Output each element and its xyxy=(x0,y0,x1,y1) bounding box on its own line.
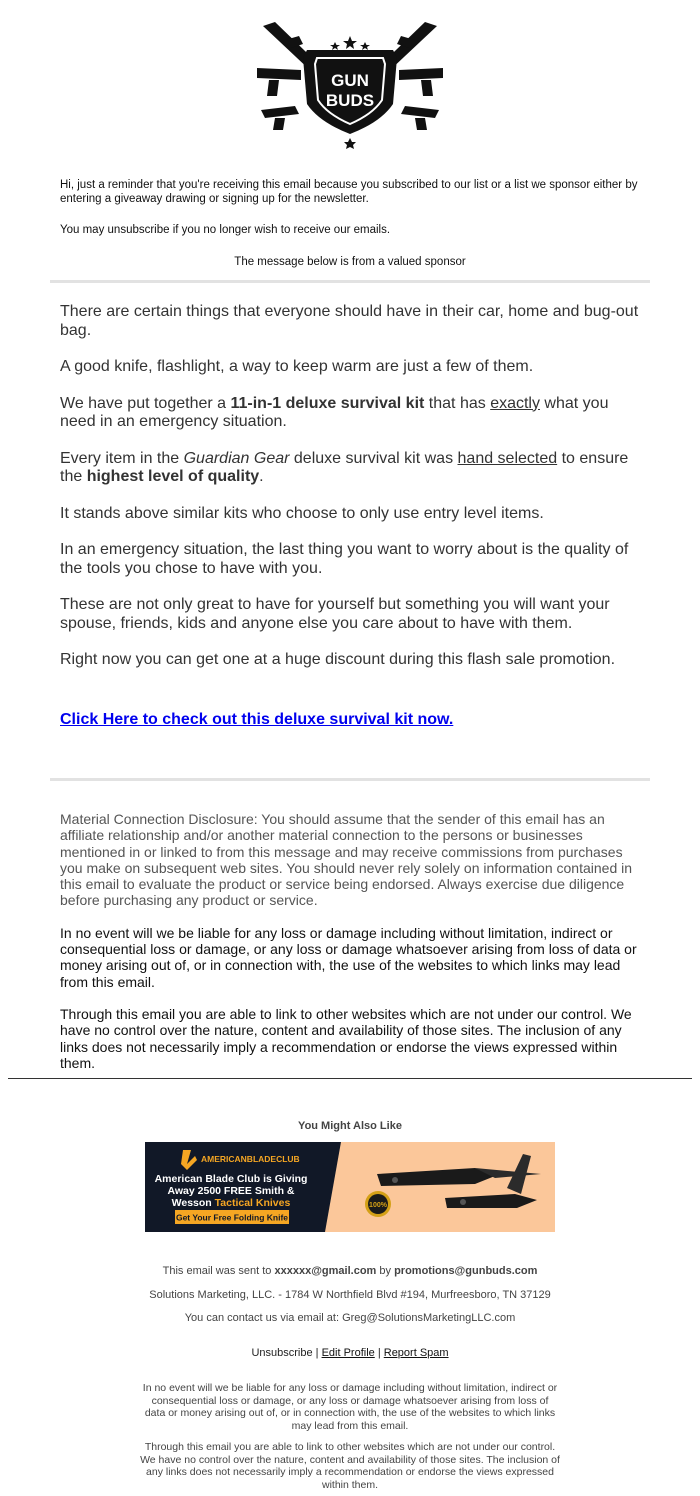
banner-button-label: Get Your Free Folding Knife xyxy=(175,1212,289,1223)
unsubscribe-note: You may unsubscribe if you no longer wish to receive our emails. xyxy=(60,224,391,236)
contact-line: You can contact us via email at: Greg@SolutionsMarketingLLC.com xyxy=(184,1312,516,1324)
logo-text-buds: BUDS xyxy=(325,91,375,110)
paragraph: Right now you can get one at a huge discount during this flash sale promotion. xyxy=(60,651,616,668)
material-connection-disclosure: Material Connection Disclosure: You should assume that the sender of this email has an affiliate relationship and/or another material connection to the persons or businesses mentioned in or linked to from this message and may receive commissions from purchases you make on subsequent web sites. You should never rely solely on information contained in this email to evaluate the product or service being endorsed. Always exercise due diligence before purchasing any product or service. xyxy=(60,811,633,909)
footer-links: Unsubscribe | Edit Profile | Report Spam xyxy=(251,1347,449,1359)
liability-disclaimer: In no event will we be liable for any loss or damage including without limitation, indirect or consequential loss or damage, or any loss or damage whatsoever arising from loss of data or money arising out of, or in connection with, the use of the websites to which links may lead from this email. xyxy=(60,924,637,990)
sponsor-note: The message below is from a valued sponsor xyxy=(234,256,466,268)
paragraph: Every item in the Guardian Gear deluxe survival kit was hand selected to ensure the highest level of quality. xyxy=(60,449,629,485)
banner-brand: AMERICANBLADECLUB xyxy=(201,1154,300,1164)
report-spam-link[interactable]: Report Spam xyxy=(383,1347,449,1359)
gun-buds-logo-graphic xyxy=(255,18,445,150)
paragraph: A good knife, flashlight, a way to keep warm are just a few of them. xyxy=(60,358,534,375)
seal-text: 100% xyxy=(369,1202,387,1209)
logo-text-gun: GUN xyxy=(331,71,369,90)
company-address: Solutions Marketing, LLC. - 1784 W Northfield Blvd #194, Murfreesboro, TN 37129 xyxy=(149,1289,551,1301)
disclosure-section xyxy=(60,811,646,1087)
recipient-email: xxxxxx@gmail.com xyxy=(274,1265,377,1277)
divider xyxy=(50,280,650,283)
banner-headline-2: Away 2500 FREE Smith & xyxy=(167,1185,295,1197)
gunbuds-logo xyxy=(0,18,700,150)
paragraph: These are not only great to have for yourself but something you will want your spouse, friends, kids and anyone else you care about to have with them. xyxy=(60,596,610,632)
sent-to-line: This email was sent to xxxxxx@gmail.com by promotions@gunbuds.com xyxy=(162,1265,538,1277)
footer-links-text: Through this email you are able to link to other websites which are not under our control. We have no control over the nature, content and availability of those sites. The inclusion of any links does not necessarily imply a recommendation or endorse the views expressed within them. xyxy=(140,1441,560,1491)
paragraph: There are certain things that everyone should have in their car, home and bug-out bag. xyxy=(60,303,639,339)
edit-profile-link[interactable]: Edit Profile xyxy=(321,1347,375,1359)
paragraph: In an emergency situation, the last thing you want to worry about is the quality of the tools you chose to have with you. xyxy=(60,541,629,577)
survival-kit-cta-link[interactable]: Click Here to check out this deluxe survival kit now. xyxy=(60,710,454,728)
divider xyxy=(50,778,650,781)
guarantee-seal-icon xyxy=(365,1191,391,1217)
subscription-reminder: Hi, just a reminder that you're receiving this email because you subscribed to our list or a list we sponsor either by entering a giveaway drawing or signing up for the newsletter. xyxy=(60,179,638,205)
external-links-disclaimer: Through this email you are able to link to other websites which are not under our control. We have no control over the nature, content and availability of those sites. The inclusion of any links does not necessarily imply a recommendation or endorse the views expressed within them. xyxy=(60,1005,632,1071)
sponsor-message xyxy=(60,303,646,729)
you-might-also-like-heading: You Might Also Like xyxy=(298,1120,402,1132)
sender-email: promotions@gunbuds.com xyxy=(394,1265,538,1277)
footer-divider xyxy=(8,1078,692,1079)
paragraph: It stands above similar kits who choose to only use entry level items. xyxy=(60,504,544,522)
footer-liability-text: In no event will we be liable for any loss or damage including without limitation, indirect or consequential loss or damage, or any loss or damage whatsoever arising from loss of data or money arising out of, or in connection with, the use of the websites to which links may lead from this email. xyxy=(142,1382,558,1432)
banner-headline-3: Wesson Tactical Knives xyxy=(171,1197,291,1209)
unsubscribe-link[interactable]: Unsubscribe xyxy=(251,1347,313,1359)
paragraph: We have put together a 11-in-1 deluxe survival kit that has exactly what you need in an emergency situation. xyxy=(60,394,609,430)
american-blade-club-banner[interactable] xyxy=(145,1142,555,1232)
banner-headline-1: American Blade Club is Giving xyxy=(154,1173,308,1185)
